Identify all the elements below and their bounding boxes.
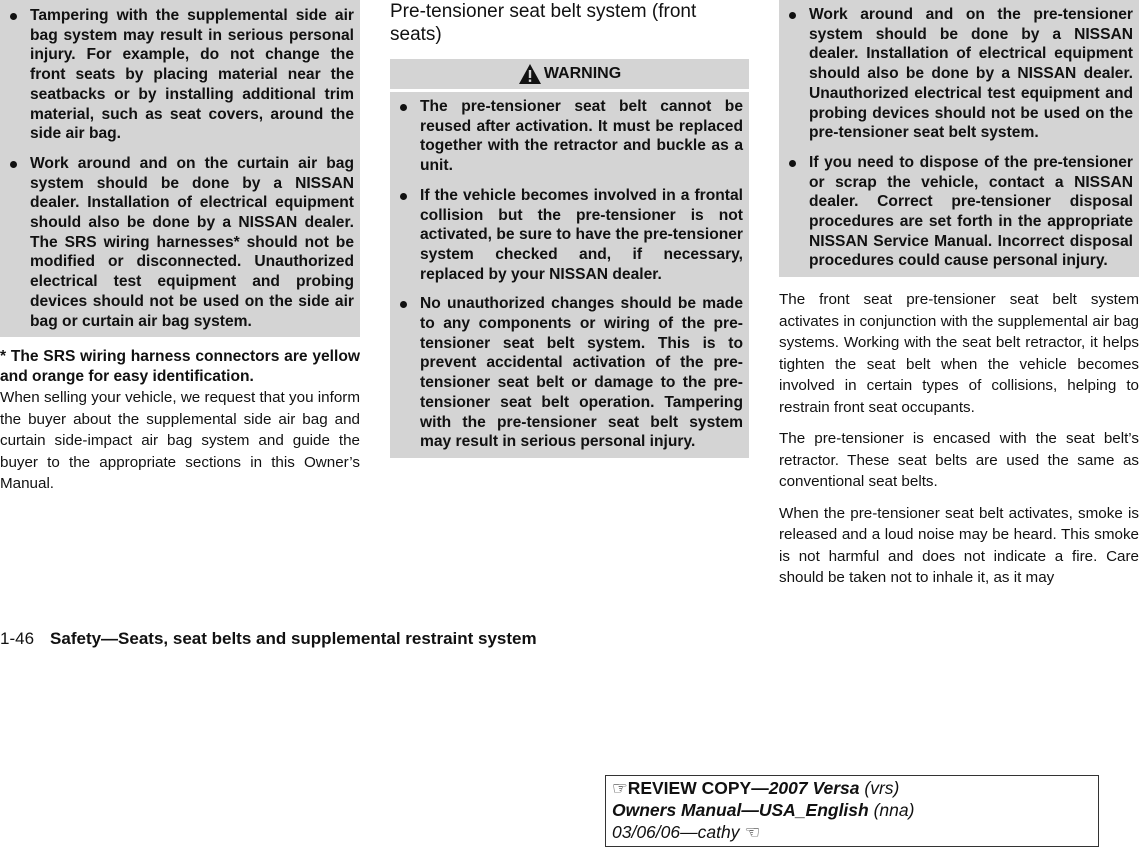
pretensioner-warning-box: [390, 92, 749, 458]
bullet-text: If you need to dispose of the pre-tensioner or scrap the vehicle, contact a NISSAN dealer. Correct pre-tensioner disposal procedures are set forth in the appropriate NISSAN Service Manual. Incorrect disposal procedures could cause personal injury.: [809, 153, 1133, 270]
bullet-icon: [10, 13, 17, 20]
pretensioner-smoke-paragraph: When the pre-tensioner seat belt activates, smoke is released and a loud noise may be heard. This smoke is not harmful and does not indicate a fire. Care should be taken not to inhale it, as it may: [779, 504, 1139, 587]
side-airbag-warning-list: [8, 6, 354, 331]
warning-header: [390, 59, 749, 89]
side-airbag-warning-box: [0, 0, 360, 337]
list-item: [398, 97, 743, 176]
list-item: [8, 154, 354, 331]
list-item: [8, 6, 354, 144]
bullet-icon: [789, 160, 796, 167]
vehicle-model: 2007 Versa: [768, 778, 860, 798]
column-middle: [390, 0, 749, 458]
list-item: [398, 294, 743, 452]
review-line-1: [612, 777, 1092, 799]
list-item: [787, 153, 1133, 271]
page-footer: [0, 628, 537, 650]
section-title: Pre-tensioner seat belt system (front seats): [390, 1, 697, 45]
pretensioner-service-warning-box: [779, 0, 1139, 277]
manual-code: (nna): [868, 800, 915, 820]
manual-name: Owners Manual—USA_English: [612, 800, 869, 820]
pretensioner-activation-paragraph: The front seat pre-tensioner seat belt system activates in conjunction with the supplemental air bag systems. Working with the seat belt retractor, it helps tighten the seat belt when the vehicle becomes involved in certain types of collisions, helping to restrain front seat occupants.: [779, 291, 1139, 416]
review-line-3: [612, 821, 1092, 843]
pretensioner-warning-list: [398, 97, 743, 452]
review-line-2: [612, 799, 1092, 821]
bullet-icon: [400, 104, 407, 111]
review-copy-label: REVIEW COPY—: [627, 778, 769, 798]
review-date-author: 03/06/06—cathy: [612, 822, 740, 842]
bullet-text: Tampering with the supplemental side air bag system may result in serious personal injury. For example, do not change the front seats by placing material near the seatbacks or by installing additional trim material, such as seat covers, around the side air bag.: [30, 7, 354, 143]
list-item: [787, 5, 1133, 143]
bullet-icon: [400, 301, 407, 308]
pointing-hand-right-icon: ☞: [612, 778, 628, 798]
warning-triangle-icon: [518, 63, 542, 85]
bullet-text: Work around and on the pre-tensioner system should be done by a NISSAN dealer. Installation of electrical equipment should also be done by a NISSAN dealer. Unauthorized electrical test equipment and probing devices should not be used on the pre-tensioner seat belt system.: [809, 6, 1133, 142]
bullet-text: Work around and on the curtain air bag system should be done by a NISSAN dealer. Installation of electrical equipment should also be done by a NISSAN dealer. The SRS wiring harnesses* should not be modified or disconnected. Unauthorized electrical test equipment and probing devices should not be used on the side air bag or curtain air bag system.: [30, 154, 354, 330]
pointing-hand-left-icon: ☜: [744, 822, 761, 842]
bullet-text: If the vehicle becomes involved in a frontal collision but the pre-tensioner is not activated, be sure to have the pre-tensioner system checked and, if necessary, replaced by your NISSAN dealer.: [420, 186, 743, 283]
warning-label: WARNING: [543, 65, 622, 82]
harness-color-note: * The SRS wiring harness connectors are yellow and orange for easy identification.: [0, 348, 360, 386]
bullet-text: No unauthorized changes should be made to any components or wiring of the pre-tensioner seat belt system. This is to prevent accidental activation of the pre-tensioner seat belt or damage to the pre-tensioner seat belt operation. Tampering with the pre-tensioner seat belt system may result in serious personal injury.: [420, 295, 743, 451]
footer-section-title: Safety—Seats, seat belts and supplemental restraint system: [50, 629, 537, 648]
bullet-text: The pre-tensioner seat belt cannot be reused after activation. It must be replaced together with the retractor and buckle as a unit.: [420, 98, 743, 175]
bullet-icon: [789, 12, 796, 19]
column-left: [0, 0, 360, 505]
pretensioner-retractor-paragraph: The pre-tensioner is encased with the seat belt’s retractor. These seat belts are used the same as conventional seat belts.: [779, 430, 1139, 491]
list-item: [398, 186, 743, 285]
selling-vehicle-paragraph: When selling your vehicle, we request that you inform the buyer about the supplemental side air bag and curtain side-impact air bag system and guide the buyer to the appropriate sections in this Owner’s Manual.: [0, 389, 360, 493]
bullet-icon: [400, 193, 407, 200]
column-right: [779, 0, 1139, 599]
page-number: 1-46: [0, 629, 35, 648]
vehicle-code: (vrs): [859, 778, 900, 798]
pretensioner-service-list: [787, 5, 1133, 271]
review-copy-box: [605, 775, 1099, 847]
bullet-icon: [10, 161, 17, 168]
